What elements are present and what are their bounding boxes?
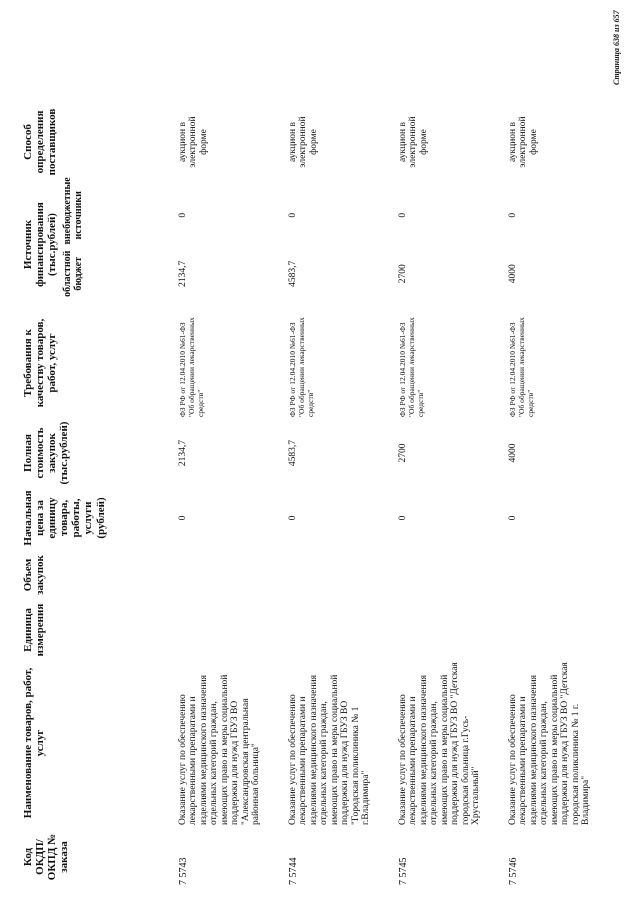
row-unit [392,601,502,659]
table-row [282,102,392,887]
table-row [392,102,502,887]
header-source-extra: внебюджетные источники [62,177,85,245]
header-row [22,102,172,887]
row-volume [392,549,502,601]
row-source-regional: 2700 [398,264,408,284]
row-source-extra: 0 [178,212,188,218]
table-row [172,102,282,887]
row-total: 2700 [398,443,408,463]
page-number: Страница 638 из 657 [612,10,621,85]
row-name: Оказание услуг по обеспечению лекарственными препаратами и изделиями медицинского назначения отдельных категорий граждан, имеющих право на меры социальной поддержки для нужд ГБУЗ ВО "Детская городская больница г.Гусь-Хрустальный" [398,662,482,825]
row-code: 7 5746 [508,857,519,885]
row-unit [282,601,392,659]
header-source [22,177,172,307]
row-unit-price: 0 [508,515,518,521]
row-volume [502,549,612,601]
row-name: Оказание услуг по обеспечению лекарственными препаратами и изделиями медицинского назначения отдельных категорий граждан, имеющих право на меры социальной поддержки для нужд ГБУЗ ВО "Детская городская поликлиника № 1 г. Владимира" [508,662,592,825]
row-name: Оказание услуг по обеспечению лекарственными препаратами и изделиями медицинского назначения отдельных категорий граждан, имеющих право на меры социальной поддержки для нужд ГБУЗ ВО "Александровская центральная районная больница" [178,674,262,825]
row-total: 2134,7 [178,439,188,467]
row-name: Оказание услуг по обеспечению лекарственными препаратами и изделиями медицинского назначения отдельных категорий граждан, имеющих право на меры социальной поддержки для нужд ГБУЗ ВО "Городская поликлиника № 1 г.Владимира" [288,674,372,825]
row-requirements: ФЗ РФ от 12.04.2010 №61-ФЗ "Об обращении лекарственных средств" [398,317,425,417]
row-method: аукцион в электронной форме [508,116,539,168]
header-requirements: Требования к качеству товаров, работ, услуг [22,318,59,408]
header-unit-price: Начальная цена за единицу товара, работы, услуги (рублей) [22,490,107,546]
row-source-extra: 0 [508,212,518,218]
header-unit: Единица измерения [22,603,47,657]
row-code: 7 5745 [398,857,409,885]
row-source [392,182,502,307]
row-total: 4000 [508,443,518,463]
row-unit-price: 0 [178,515,188,521]
row-method: аукцион в электронной форме [178,116,209,168]
header-source-regional: областной бюджет [62,250,85,297]
row-requirements: ФЗ РФ от 12.04.2010 №61-ФЗ "Об обращении лекарственных средств" [178,317,205,417]
row-unit-price: 0 [288,515,298,521]
row-total: 4583,7 [288,439,298,467]
header-code: Код ОКДП/ ОКПД № заказа [22,833,71,881]
header-method: Способ определения поставщиков [22,108,59,176]
procurement-table [22,102,612,887]
row-requirements: ФЗ РФ от 12.04.2010 №61-ФЗ "Об обращении лекарственных средств" [508,317,535,417]
row-unit [172,601,282,659]
row-code: 7 5744 [288,857,299,885]
row-method: аукцион в электронной форме [398,116,429,168]
row-code: 7 5743 [178,857,189,885]
row-source-regional: 4000 [508,264,518,284]
table-row [502,102,612,887]
header-volume: Объем закупок [22,555,47,595]
row-source-regional: 2134,7 [178,260,188,287]
row-source-extra: 0 [288,212,298,218]
row-unit [502,601,612,659]
row-source-extra: 0 [398,212,408,218]
row-source [502,182,612,307]
row-source-regional: 4583,7 [288,260,298,287]
row-source [172,182,282,307]
row-method: аукцион в электронной форме [288,116,319,168]
row-requirements: ФЗ РФ от 12.04.2010 №61-ФЗ "Об обращении лекарственных средств" [288,317,315,417]
row-source [282,182,392,307]
header-total: Полная стоимость закупок (тыс.рублей) [22,421,71,485]
header-name: Наименование товаров, работ, услуг [22,667,47,819]
row-unit-price: 0 [398,515,408,521]
row-volume [172,549,282,601]
row-volume [282,549,392,601]
header-source-title: Источник финансирования (тыс.рублей) [22,202,59,287]
